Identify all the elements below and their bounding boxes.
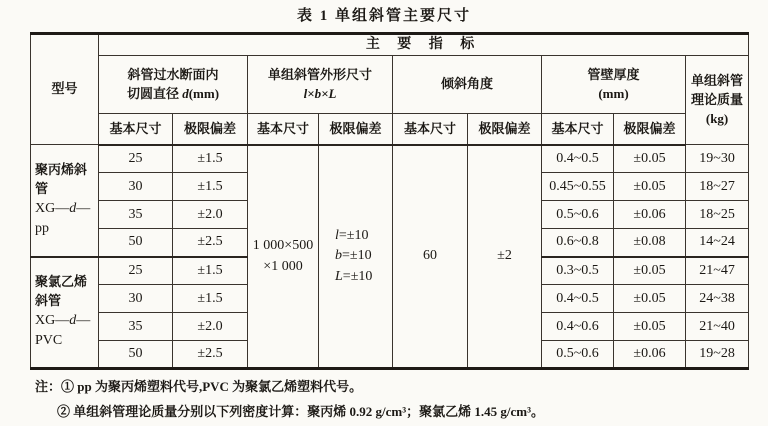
size-dev-l: l=±10 <box>335 228 369 244</box>
note-2: ② 单组斜管理论质量分别以下列密度计算：聚丙烯 0.92 g/cm³；聚氯乙烯 1.45 g/cm³。 <box>57 404 544 419</box>
cell-wall-basic: 0.4~0.6 <box>542 313 614 341</box>
cell-mass: 24~38 <box>686 285 749 313</box>
cell-wall-basic: 0.6~0.8 <box>542 229 614 257</box>
cell-wall-deviation: ±0.05 <box>614 257 686 285</box>
cell-wall-deviation: ±0.05 <box>614 313 686 341</box>
cell-d-deviation: ±1.5 <box>173 173 248 201</box>
note-1: 注：① pp 为聚丙烯塑料代号,PVC 为聚氯乙烯塑料代号。 <box>35 379 363 394</box>
model-name: 聚丙烯斜管 <box>35 162 88 197</box>
cell-mass: 14~24 <box>686 229 749 257</box>
subheader-limit-deviation: 极限偏差 <box>614 114 686 145</box>
header-col-d-line2: 切圆直径 d(mm) <box>126 85 220 101</box>
cell-wall-basic: 0.4~0.5 <box>542 285 614 313</box>
cell-d-deviation: ±1.5 <box>173 145 248 173</box>
header-col-size-line1: 单组斜管外形尺寸 <box>267 66 372 82</box>
size-dev-L: L=±10 <box>335 268 373 284</box>
header-col-d <box>99 56 248 114</box>
cell-mass: 21~47 <box>686 257 749 285</box>
cell-size-deviation <box>319 145 393 369</box>
cell-wall-deviation: ±0.05 <box>614 285 686 313</box>
cell-d-deviation: ±1.5 <box>173 257 248 285</box>
cell-d-basic: 30 <box>99 285 173 313</box>
cell-d-basic: 30 <box>99 173 173 201</box>
main-table <box>30 32 749 370</box>
subheader-limit-deviation: 极限偏差 <box>173 114 248 145</box>
header-col-wall-line1: 管壁厚度 <box>587 66 640 82</box>
cell-mass: 19~30 <box>686 145 749 173</box>
subheader-basic-size: 基本尺寸 <box>542 114 614 145</box>
header-col-mass <box>686 56 749 145</box>
header-col-mass-line1: 单组斜管 <box>691 73 744 89</box>
subheader-limit-deviation: 极限偏差 <box>468 114 542 145</box>
cell-wall-deviation: ±0.06 <box>614 341 686 369</box>
model-cell-pvc <box>31 257 99 369</box>
cell-mass: 18~25 <box>686 201 749 229</box>
cell-d-deviation: ±2.0 <box>173 201 248 229</box>
cell-d-deviation: ±2.5 <box>173 341 248 369</box>
cell-wall-basic: 0.3~0.5 <box>542 257 614 285</box>
cell-d-basic: 50 <box>99 341 173 369</box>
header-model: 型号 <box>31 34 99 145</box>
cell-mass: 19~28 <box>686 341 749 369</box>
page-title: 表 1 单组斜管主要尺寸 <box>296 8 471 24</box>
cell-size-basic: 1 000×500 ×1 000 <box>248 145 319 369</box>
header-col-size <box>248 56 393 114</box>
cell-wall-deviation: ±0.05 <box>614 145 686 173</box>
cell-d-basic: 50 <box>99 229 173 257</box>
model-name: 聚氯乙烯斜管 <box>35 274 88 309</box>
header-col-d-line1: 斜管过水断面内 <box>127 66 219 82</box>
cell-wall-basic: 0.5~0.6 <box>542 201 614 229</box>
cell-d-deviation: ±2.5 <box>173 229 248 257</box>
header-col-wall <box>542 56 686 114</box>
header-main-indicators: 主 要 指 标 <box>99 34 749 56</box>
header-col-angle: 倾斜角度 <box>393 56 542 114</box>
cell-wall-basic: 0.45~0.55 <box>542 173 614 201</box>
header-col-wall-line2: (mm) <box>598 85 629 101</box>
cell-mass: 21~40 <box>686 313 749 341</box>
header-col-mass-line2: 理论质量 <box>691 91 744 107</box>
header-col-mass-line3: (kg) <box>705 110 729 126</box>
model-cell-pp <box>31 145 99 257</box>
cell-angle-basic: 60 <box>393 145 468 369</box>
header-col-size-formula: l×b×L <box>303 85 337 101</box>
cell-wall-deviation: ±0.05 <box>614 173 686 201</box>
subheader-basic-size: 基本尺寸 <box>393 114 468 145</box>
size-dev-b: b=±10 <box>335 248 372 264</box>
cell-wall-basic: 0.4~0.5 <box>542 145 614 173</box>
cell-d-deviation: ±1.5 <box>173 285 248 313</box>
cell-mass: 18~27 <box>686 173 749 201</box>
cell-d-basic: 25 <box>99 257 173 285</box>
cell-d-deviation: ±2.0 <box>173 313 248 341</box>
cell-angle-deviation: ±2 <box>468 145 542 369</box>
cell-wall-deviation: ±0.06 <box>614 201 686 229</box>
cell-wall-basic: 0.5~0.6 <box>542 341 614 369</box>
cell-d-basic: 35 <box>99 201 173 229</box>
subheader-basic-size: 基本尺寸 <box>99 114 173 145</box>
model-code: XG—d—PVC <box>35 313 91 349</box>
cell-wall-deviation: ±0.08 <box>614 229 686 257</box>
notes <box>0 376 768 420</box>
model-code: XG—d—pp <box>35 201 91 237</box>
subheader-limit-deviation: 极限偏差 <box>319 114 393 145</box>
cell-d-basic: 35 <box>99 313 173 341</box>
cell-d-basic: 25 <box>99 145 173 173</box>
subheader-basic-size: 基本尺寸 <box>248 114 319 145</box>
